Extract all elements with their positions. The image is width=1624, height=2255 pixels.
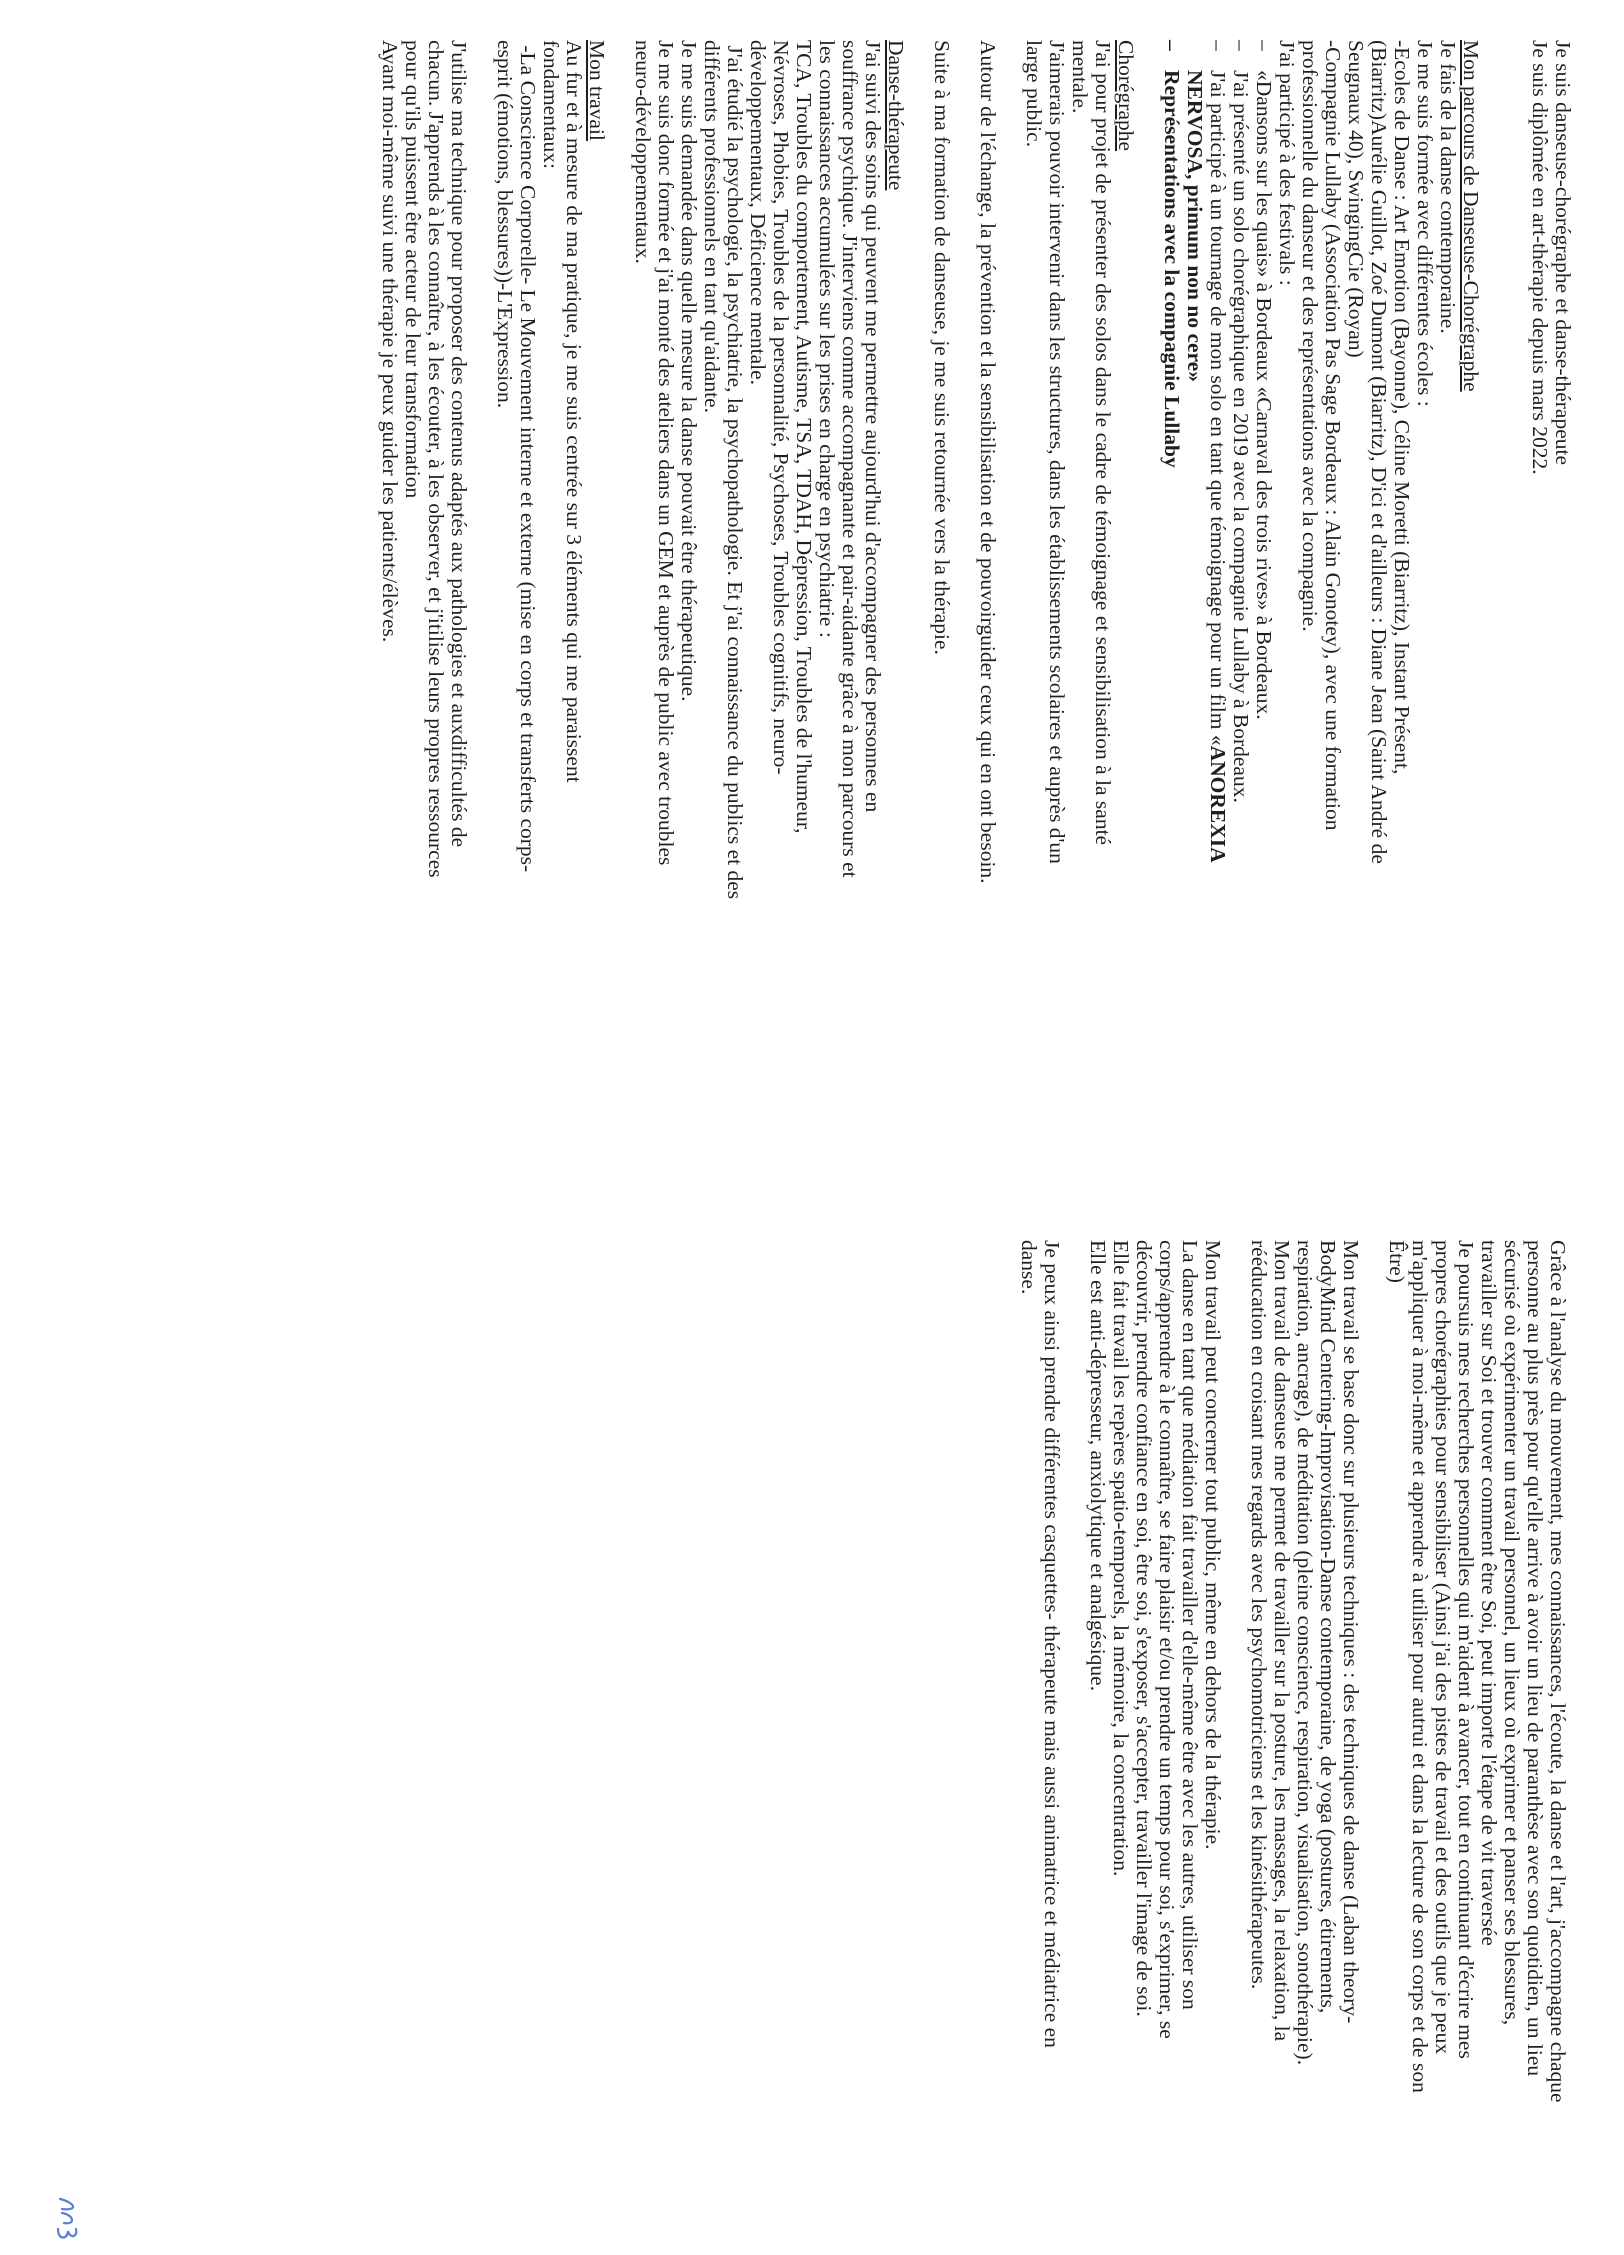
text-line: neuro-développementaux. [631, 40, 655, 264]
text-line: Grâce à l'analyse du mouvement, mes connaissances, l'écoute, la danse et l'art, j'accompagne chaque [1546, 1240, 1570, 2103]
heading-parcours: Mon parcours de Danseuse-Chorégraphe [1459, 40, 1483, 392]
list-item: – Représentations avec la compagnie Lullaby [1160, 40, 1183, 1040]
text-line: J'aimerais pouvoir intervenir dans les structures, dans les établissements scolaires et auprès d'un [1045, 40, 1069, 864]
text-line: Elle est anti-dépresseur, anxiolytique et analgésique. [1086, 1240, 1110, 1692]
handwritten-mark-svg [54, 2195, 84, 2255]
list-item: – J'ai présenté un solo chorégraphique en 2019 avec la compagnie Lullaby à Bordeaux. [1229, 40, 1252, 1040]
text-line: travailler sur Soi et trouver comment être Soi, peut importe l'étape de vit traversée [1477, 1240, 1501, 1946]
text-line: corps/apprendre à le connaître, se faire plaisir et/ou prendre un temps pour soi, s'exprimer, se [1155, 1240, 1179, 2039]
text-line: J'ai suivi des soins qui peuvent me permettre aujourd'hui d'accompagner des personnes en [861, 40, 885, 813]
text-line: Suite à ma formation de danseuse, je me suis retournée vers la thérapie. [930, 40, 954, 655]
text-line: respiration, ancrage), de méditation (pleine conscience, respiration, visualisation, sonothérapie). [1293, 1240, 1317, 2066]
text-line: propres chorégraphies pour sensibiliser (Ainsi j'ai des pistes de travail et des outils que je peux [1431, 1240, 1455, 2055]
text-line: Ayant moi-même suivi une thérapie je peux guider les patients/élèves. [378, 40, 402, 643]
text-line: esprit (émotions, blessures))-L'Expression. [493, 40, 517, 409]
list-item: – «Dansons sur les quais» à Bordeaux «Carnaval des trois rives» à Bordeaux. [1252, 40, 1275, 1040]
text-line: rééducation en croisant mes regards avec les psychomotriciens et les kinésithérapeutes. [1247, 1240, 1271, 1990]
text-line: pour qu'ils puissent être acteur de leur transformation [401, 40, 425, 499]
festival-list [1160, 40, 1275, 1040]
text-line: découvrir, prendre confiance en soi, être soi, s'exposer, s'accepter, travailler l'image de soi. [1132, 1240, 1156, 2017]
text-line: m'appliquer à moi-même et apprendre à utiliser pour autrui et dans la lecture de son corps et de son [1408, 1240, 1432, 2093]
text-line: -Compagnie Lullaby (Association Pas Sage Bordeaux : Alain Gonotey), avec une formation [1321, 40, 1345, 831]
text-line: sécurisé où expérimenter un travail personnel, un lieux où exprimer et panser ses blessures, [1500, 1240, 1524, 2026]
text-line: Je me suis demandée dans quelle mesure la danse pouvait être thérapeutique. [677, 40, 701, 702]
text-line: Au fur et à mesure de ma pratique, je me suis centrée sur 3 éléments qui me paraissent [562, 40, 586, 783]
film-title-a: ANOREXIA [1206, 745, 1230, 863]
text-line: mentale. [1068, 40, 1092, 114]
text-line: La danse en tant que médiation fait travailler d'elle-même être avec les autres, utiliser son [1178, 1240, 1202, 2010]
text-line: large public. [1022, 40, 1046, 148]
text-line: Mon travail de danseuse me permet de travailler sur la posture, les massages, la relaxation, la [1270, 1240, 1294, 2042]
text-line: différents professionnels en tant qu'aidante. [700, 40, 724, 414]
text-line: les connaissances accumulées sur les prises en charge en psychiatrie : [815, 40, 839, 638]
text-line: Être) [1385, 1240, 1409, 1283]
text-line: développementaux, Déficience mentale. [746, 40, 770, 386]
handwritten-mark-icon [54, 2195, 84, 2255]
text-line: BodyMind Centering-Improvisation-Danse contemporaine, de yoga (postures, étirements, [1316, 1240, 1340, 2014]
text-line: -La Conscience Corporelle- Le Mouvement interne et externe (mise en corps et transferts corps- [516, 40, 540, 873]
text-line: professionnelle du danseur et des représentations avec la compagnie. [1298, 40, 1322, 632]
left-column [378, 40, 1574, 1040]
text-line: Je me suis formée avec différentes écoles : [1413, 40, 1437, 407]
text-line: Autour de l'échange, la prévention et la sensibilisation et de pouvoirguider ceux qui en ont besoin. [976, 40, 1000, 884]
film-title-b: NERVOSA, primum non no cere» [1183, 70, 1207, 382]
text-line: fondamentaux: [539, 40, 563, 169]
text-line: -Ecoles de Danse : Art Emotion (Bayonne), Céline Moretti (Biarritz), Instant Présent, [1390, 40, 1414, 775]
text-line: souffrance psychique. J'interviens comme accompagnante et pair-aidante grâce à mon parcours et [838, 40, 862, 878]
intro-line: Je suis danseuse-chorégraphe et danse-thérapeute [1551, 40, 1575, 466]
film-bullet-text: J'ai participé à un tournage de mon solo en tant que témoignage pour un film « [1206, 70, 1230, 746]
text-line: danse. [1017, 1240, 1041, 1295]
text-line: J'ai pour projet de présenter des solos dans le cadre de témoignage et sensibilisation à la santé [1091, 40, 1115, 846]
text-line: Elle fait travail les repères spatio-temporels, la mémoire, la concentration. [1109, 1240, 1133, 1877]
text-line: TCA, Troubles du comportement, Autisme, TSA, TDAH, Dépression, Troubles de l'humeur, [792, 40, 816, 834]
text-line: chacun. J'apprends à les connaître, à les écouter, à les observer, et j'itilise leurs propres ressources [424, 40, 448, 878]
text-line: J'ai étudié la psychologie, la psychiatrie, la psychopathologie. Et j'ai connaissance du publics et des [723, 40, 747, 900]
text-line: Je peux ainsi prendre différentes casquettes- thérapeute mais aussi animatrice et médiatrice en [1040, 1240, 1064, 2048]
text-line: Mon travail peut concerner tout public, même en dehors de la thérapie. [1201, 1240, 1225, 1850]
right-column [1017, 1240, 1569, 2200]
text-line: Je me suis donc formée et j'ai monté des ateliers dans un GEM et auprès de public avec troubles [654, 40, 678, 866]
text-line: Je poursuis mes recherches personnelles qui m'aident à avancer, tout en continuant d'écrire mes [1454, 1240, 1478, 2059]
text-line: Seugnaux 40), SwingingCie (Royan) [1344, 40, 1368, 358]
text-line: Névroses, Phobies, Troubles de la personnalité, Psychoses, Troubles cognitifs, neuro- [769, 40, 793, 775]
text-line: (Biarritz)Aurélie Guillot, Zoé Dumont (Biarritz), D'ici et d'ailleurs : Diane Jean (Saint André de [1367, 40, 1391, 864]
text-line: personne au plus près pour qu'elle arrive à avoir un lieu de paranthèse avec son quotidien, un lieu [1523, 1240, 1547, 2077]
text-line: Je fais de la danse contemporaine. [1436, 40, 1460, 334]
heading-choregraphe: Chorégraphe [1114, 40, 1138, 152]
heading-danse-therapie: Danse-thérapeute [884, 40, 908, 191]
heading-travail: Mon travail [585, 40, 609, 141]
text-line: J'utilise ma technique pour proposer des contenus adaptés aux pathologies et auxdifficultés de [447, 40, 471, 848]
text-line: J'ai participé à des festivals : [1275, 40, 1299, 286]
text-line: Mon travail se base donc sur plusieurs techniques : des techniques de danse (Laban theory- [1339, 1240, 1363, 2024]
intro-line: Je suis diplômée en art-thérapie depuis mars 2022. [1528, 40, 1552, 475]
list-item [1183, 40, 1229, 1040]
